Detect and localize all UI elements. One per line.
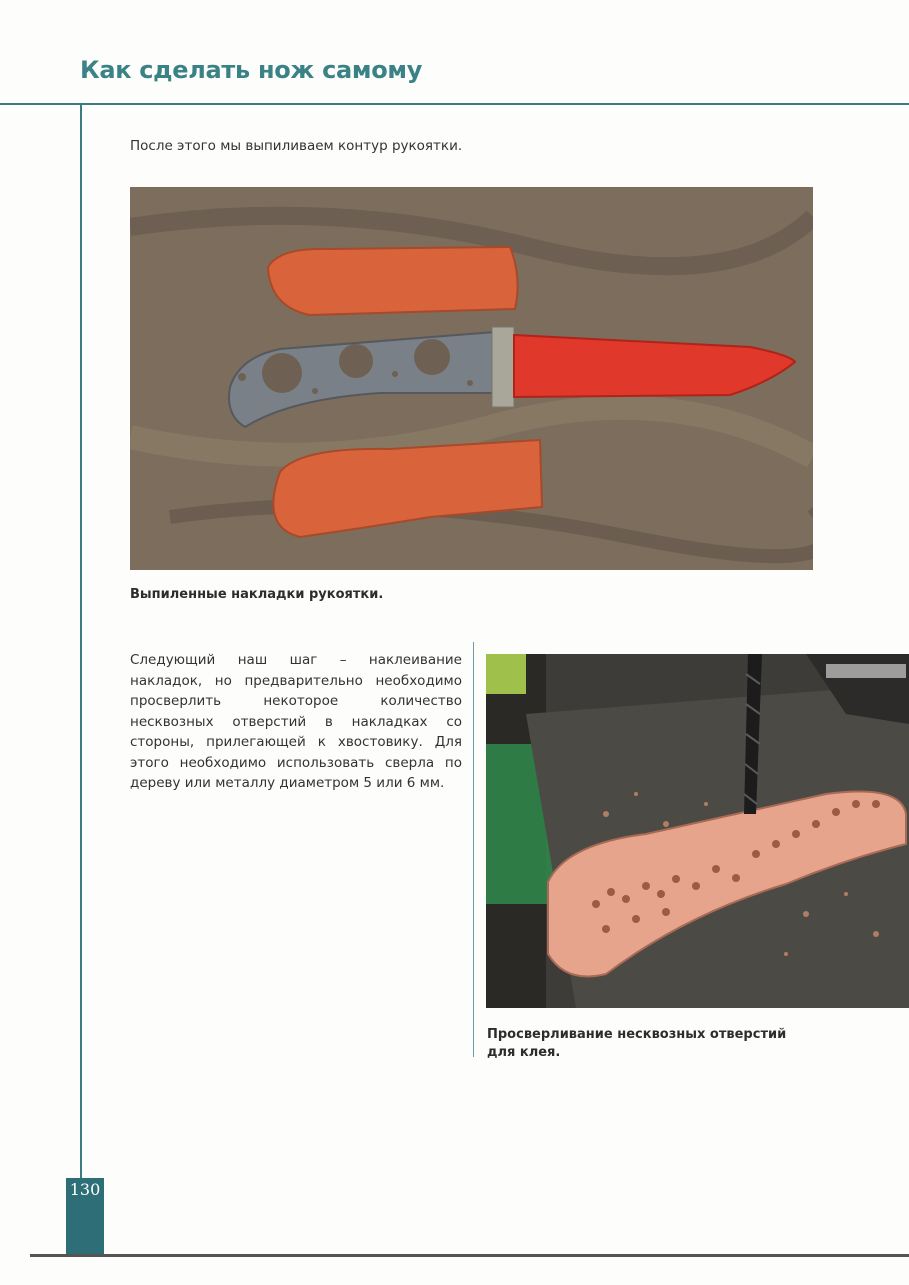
page-number-box [66,1178,104,1256]
figure1-caption: Выпиленные накладки рукоятки. [130,587,384,602]
upper-handle-scale [268,247,518,315]
page-number: 130 [69,1180,101,1199]
figure2-caption: Просверливание несквозных отверстий для клея. [487,1027,787,1060]
left-margin-rule [80,104,82,1179]
photo-drilling-scale [486,654,909,1008]
page-title: Как сделать нож самому [80,56,423,84]
knife-guard [492,327,514,407]
header-rule [0,103,909,105]
body-paragraph: Следующий наш шаг – наклеивание накладок, но предварительно необходимо просверлить некоторое количество несквозных отверстий в накладках со стороны, прилегающей к хвостовику. Для этого необходимо использовать сверла по дереву или металлу диаметром 5 или 6 мм. [130,652,462,791]
intro-paragraph: После этого мы выпиливаем контур рукоятки. [130,138,463,154]
photo-cut-handle-scales [130,187,813,570]
bottom-edge-line [30,1254,909,1257]
column-divider [473,642,474,1057]
